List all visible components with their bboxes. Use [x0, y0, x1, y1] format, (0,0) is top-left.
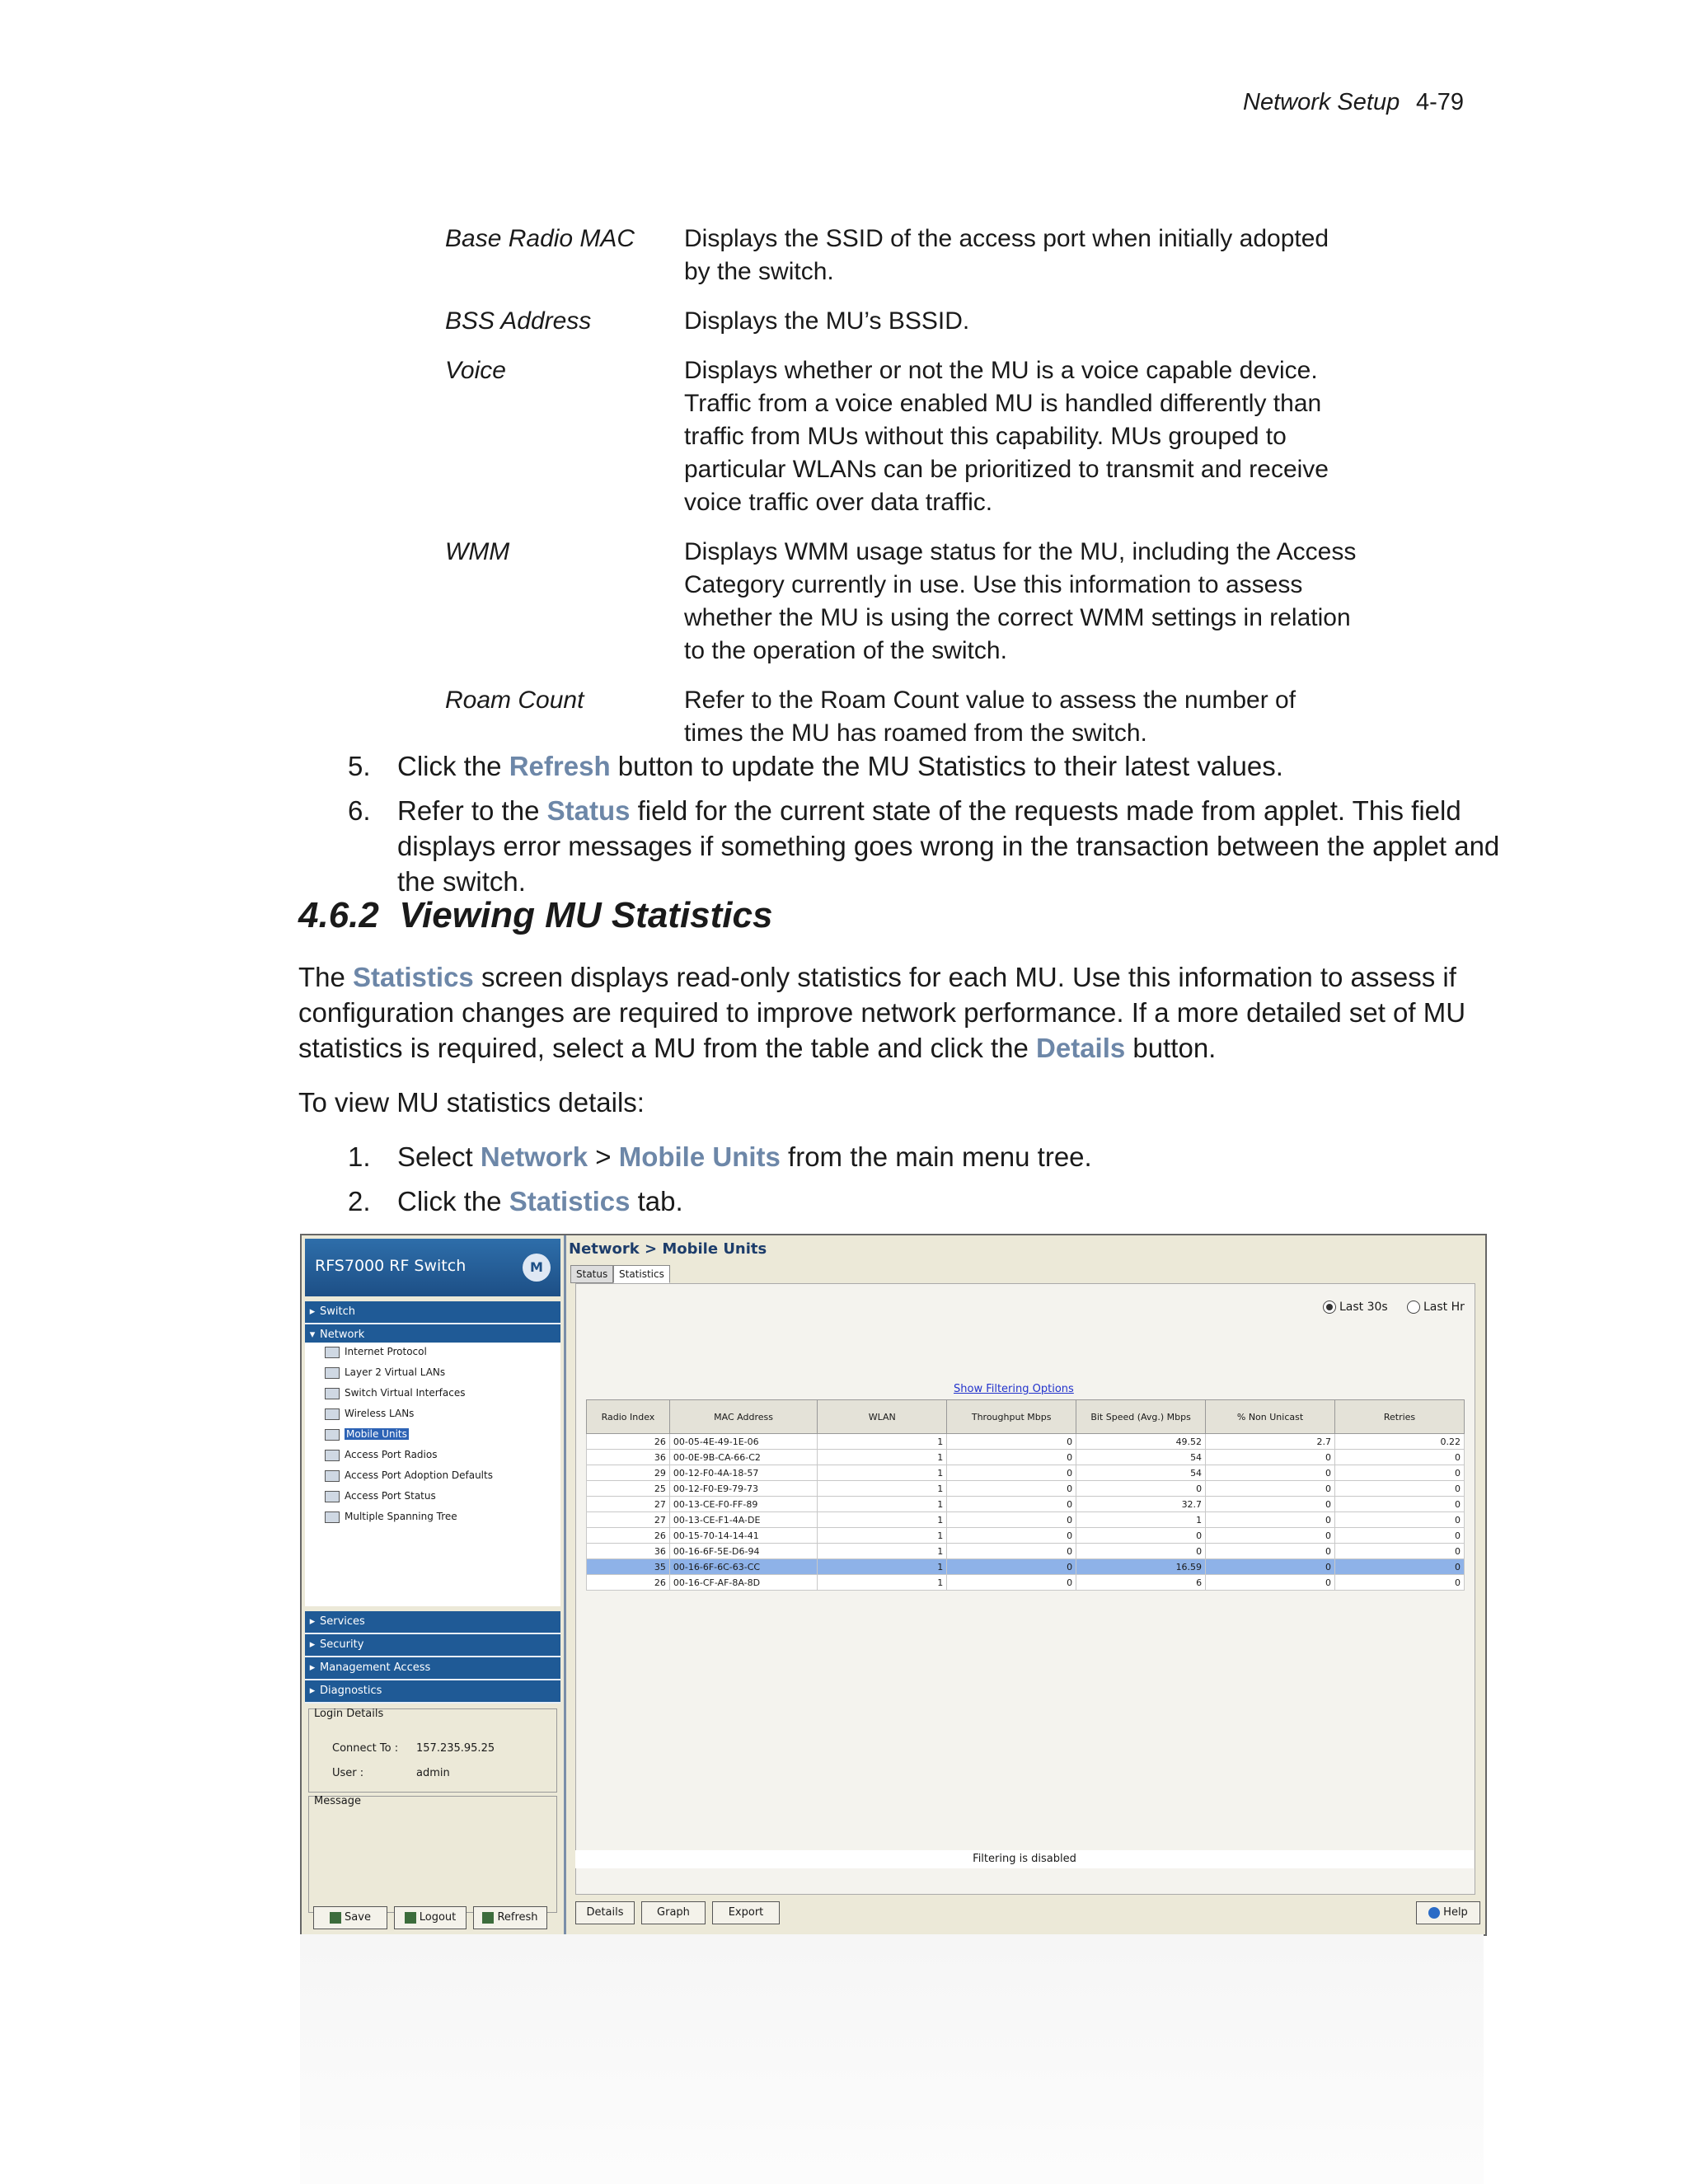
left-panel: [302, 1235, 566, 1934]
radio-label: Last Hr: [1423, 1301, 1465, 1314]
brand-title: RFS7000 RF Switch: [315, 1257, 467, 1275]
definition-row: [445, 354, 1434, 519]
table-cell: 49.52: [1076, 1434, 1206, 1450]
table-cell: 0: [947, 1450, 1076, 1465]
step-number: 2.: [348, 1186, 371, 1216]
nav-label: Switch: [320, 1305, 355, 1318]
screenshot-shadow: [300, 1934, 1484, 2184]
nav-item-services[interactable]: [305, 1611, 560, 1634]
section-number: 4.6.2: [298, 895, 379, 935]
screen-title: Network > Mobile Units: [569, 1240, 767, 1258]
table-cell: 0: [947, 1497, 1076, 1512]
table-cell: 0: [1206, 1559, 1335, 1575]
running-header-section: Network Setup: [1243, 89, 1400, 115]
table-cell: 0: [1335, 1497, 1465, 1512]
tree-item-access-port-adoption-defaults[interactable]: [325, 1466, 493, 1484]
table-cell: 0: [947, 1528, 1076, 1544]
table-cell: 00-05-4E-49-1E-06: [669, 1434, 817, 1450]
logout-icon: [405, 1912, 416, 1924]
table-cell: 1: [818, 1481, 947, 1497]
table-cell: 0: [1335, 1512, 1465, 1528]
expand-arrow-icon: ▸: [309, 1685, 316, 1697]
nav-label: Management Access: [320, 1661, 431, 1674]
table-cell: 1: [1076, 1512, 1206, 1528]
table-cell: 0: [1335, 1481, 1465, 1497]
nav-item-management-access[interactable]: [305, 1657, 560, 1680]
tree-item-access-port-radios[interactable]: [325, 1446, 437, 1464]
expand-arrow-icon: ▸: [309, 1305, 316, 1318]
connect-label: Connect To :: [332, 1742, 399, 1755]
table-cell: 32.7: [1076, 1497, 1206, 1512]
table-cell: 00-13-CE-F0-FF-89: [669, 1497, 817, 1512]
definition-row: [445, 536, 1434, 668]
nav-item-diagnostics[interactable]: [305, 1680, 560, 1704]
menu-tree: [305, 1343, 560, 1606]
tree-label: Mobile Units: [346, 1428, 407, 1440]
intro-paragraph: [298, 959, 1493, 1066]
page-number: 4-79: [1416, 89, 1465, 115]
table-cell: 0: [1335, 1559, 1465, 1575]
table-row[interactable]: [587, 1434, 1465, 1450]
network-icon: [325, 1388, 340, 1399]
tree-item-access-port-status[interactable]: [325, 1487, 436, 1505]
table-cell: 0: [1335, 1450, 1465, 1465]
radio-label: Last 30s: [1339, 1301, 1388, 1314]
table-cell: 00-13-CE-F1-4A-DE: [669, 1512, 817, 1528]
step-text: Click the: [397, 751, 509, 781]
nav-label: Services: [320, 1615, 365, 1628]
tree-label: Access Port Status: [345, 1490, 436, 1502]
definition-term: Roam Count: [445, 687, 584, 714]
definition-text: Displays the SSID of the access port when initially adopted by the switch.: [684, 225, 1329, 285]
step-number: 1.: [348, 1141, 371, 1172]
table-cell: 0: [1206, 1481, 1335, 1497]
nav-label: Network: [320, 1329, 365, 1341]
definition-term: Base Radio MAC: [445, 225, 635, 252]
table-cell: 00-16-CF-AF-8A-8D: [669, 1575, 817, 1591]
table-row[interactable]: [587, 1450, 1465, 1465]
table-cell: 0: [1335, 1575, 1465, 1591]
table-row[interactable]: [587, 1512, 1465, 1528]
step-text: >: [588, 1141, 619, 1172]
table-cell: 0: [1206, 1575, 1335, 1591]
brand-bar: [305, 1239, 560, 1296]
definition-text: Refer to the Roam Count value to assess the number of times the MU has roamed from the switch.: [684, 687, 1296, 747]
step-text: Refer to the: [397, 795, 547, 826]
button-label: Refresh: [497, 1911, 538, 1924]
table-cell: 0: [1076, 1528, 1206, 1544]
refresh-icon: [482, 1912, 494, 1924]
table-cell: 00-0E-9B-CA-66-C2: [669, 1450, 817, 1465]
refresh-button[interactable]: [473, 1906, 547, 1929]
table-cell: 0.22: [1335, 1434, 1465, 1450]
tree-label: Switch Virtual Interfaces: [345, 1387, 466, 1399]
table-cell: 27: [587, 1512, 670, 1528]
logout-button[interactable]: [394, 1906, 467, 1929]
definition-row: [445, 684, 1434, 750]
table-cell: 0: [1206, 1528, 1335, 1544]
definition-term: WMM: [445, 538, 510, 565]
table-cell: 1: [818, 1497, 947, 1512]
table-cell: 0: [1335, 1465, 1465, 1481]
button-label: Help: [1443, 1906, 1468, 1919]
table-cell: 0: [947, 1434, 1076, 1450]
table-cell: 2.7: [1206, 1434, 1335, 1450]
table-cell: 00-16-6F-5E-D6-94: [669, 1544, 817, 1559]
table-cell: 0: [947, 1481, 1076, 1497]
help-icon: [1428, 1907, 1440, 1919]
login-title: Login Details: [314, 1708, 384, 1720]
table-cell: 00-12-F0-4A-18-57: [669, 1465, 817, 1481]
table-row[interactable]: [587, 1481, 1465, 1497]
table-cell: 0: [947, 1544, 1076, 1559]
table-cell: 1: [818, 1465, 947, 1481]
table-cell: 0: [947, 1559, 1076, 1575]
table-row[interactable]: [587, 1559, 1465, 1575]
table-cell: 54: [1076, 1450, 1206, 1465]
table-cell: 16.59: [1076, 1559, 1206, 1575]
table-cell: 1: [818, 1434, 947, 1450]
app-screenshot: [300, 1234, 1487, 1936]
table-cell: 1: [818, 1512, 947, 1528]
table-cell: 54: [1076, 1465, 1206, 1481]
tab-status[interactable]: Status: [570, 1265, 613, 1283]
table-header-row: [587, 1400, 1465, 1434]
table-cell: 1: [818, 1559, 947, 1575]
network-icon: [325, 1408, 340, 1420]
para-text: button.: [1125, 1033, 1217, 1063]
column-header[interactable]: Retries: [1335, 1400, 1465, 1434]
tree-label: Access Port Adoption Defaults: [345, 1469, 493, 1481]
table-cell: 1: [818, 1450, 947, 1465]
network-icon: [325, 1450, 340, 1461]
table-cell: 27: [587, 1497, 670, 1512]
login-details-panel: [308, 1708, 557, 1793]
expand-arrow-icon: ▸: [309, 1661, 316, 1674]
button-label: Save: [345, 1911, 371, 1924]
table-cell: 0: [947, 1512, 1076, 1528]
tree-label: Access Port Radios: [345, 1449, 438, 1460]
field-definition-list: [445, 223, 1434, 766]
column-header[interactable]: MAC Address: [669, 1400, 817, 1434]
filter-status: Filtering is disabled: [575, 1850, 1474, 1868]
para-text: The: [298, 962, 354, 992]
table-cell: 0: [947, 1465, 1076, 1481]
right-panel: [567, 1235, 1485, 1934]
statistics-keyword: Statistics: [509, 1186, 631, 1216]
section-heading: [298, 895, 772, 936]
definition-text: Displays the MU’s BSSID.: [684, 307, 970, 335]
para-text: screen displays read-only statistics for each MU. Use this information to assess if configuration changes are required to improve network performance. If a more detailed set of MU statistics is required, select a MU from the table and click the: [298, 962, 1466, 1063]
table-cell: 36: [587, 1450, 670, 1465]
tab-statistics[interactable]: Statistics: [613, 1265, 670, 1283]
column-header[interactable]: WLAN: [818, 1400, 947, 1434]
tree-item-wireless-lans[interactable]: [325, 1404, 414, 1422]
refresh-keyword: Refresh: [509, 751, 611, 781]
tree-item-layer2-vlans[interactable]: [325, 1363, 445, 1381]
table-cell: 0: [1335, 1544, 1465, 1559]
radio-selected-icon: [1323, 1301, 1336, 1314]
table-cell: 1: [818, 1528, 947, 1544]
column-header[interactable]: % Non Unicast: [1206, 1400, 1335, 1434]
table-cell: 26: [587, 1528, 670, 1544]
network-icon: [325, 1367, 340, 1379]
tree-label: Layer 2 Virtual LANs: [345, 1366, 446, 1378]
table-cell: 0: [1076, 1481, 1206, 1497]
details-keyword: Details: [1036, 1033, 1126, 1063]
table-row[interactable]: [587, 1544, 1465, 1559]
graph-button[interactable]: Graph: [641, 1901, 706, 1924]
procedure-lead: To view MU statistics details:: [298, 1087, 645, 1118]
tree-item-switch-virtual-interfaces[interactable]: [325, 1384, 466, 1402]
step-number: 6.: [348, 795, 371, 826]
table-cell: 36: [587, 1544, 670, 1559]
tree-label: Wireless LANs: [345, 1408, 415, 1419]
table-cell: 35: [587, 1559, 670, 1575]
save-icon: [330, 1912, 341, 1924]
export-button[interactable]: Export: [712, 1901, 780, 1924]
table-row[interactable]: [587, 1575, 1465, 1591]
collapse-arrow-icon: ▾: [309, 1329, 316, 1341]
expand-arrow-icon: ▸: [309, 1615, 316, 1628]
table-cell: 0: [1206, 1497, 1335, 1512]
table-cell: 0: [1206, 1450, 1335, 1465]
network-icon: [325, 1511, 340, 1523]
nav-label: Diagnostics: [320, 1685, 382, 1697]
details-button[interactable]: Details: [575, 1901, 635, 1924]
definition-text: Displays whether or not the MU is a voice capable device. Traffic from a voice enabled MU is handled differently than traffic from MUs without this capability. MUs grouped to particular WLANs can be prioritized to transmit and receive voice traffic over data traffic.: [684, 357, 1329, 516]
tree-item-internet-protocol[interactable]: [325, 1343, 427, 1361]
tree-label: Internet Protocol: [345, 1346, 427, 1357]
tree-item-mobile-units[interactable]: [325, 1425, 409, 1443]
step-text: from the main menu tree.: [780, 1141, 1092, 1172]
tree-label: Multiple Spanning Tree: [345, 1511, 457, 1522]
statistics-keyword: Statistics: [353, 962, 474, 992]
mobile-units-keyword: Mobile Units: [618, 1141, 781, 1172]
help-button[interactable]: [1416, 1901, 1480, 1924]
table-row[interactable]: [587, 1497, 1465, 1512]
table-cell: 26: [587, 1575, 670, 1591]
table-cell: 0: [1206, 1544, 1335, 1559]
network-icon: [325, 1470, 340, 1482]
column-header[interactable]: Radio Index: [587, 1400, 670, 1434]
table-row[interactable]: [587, 1528, 1465, 1544]
definition-text: Displays WMM usage status for the MU, including the Access Category currently in use. Use this information to assess whether the MU is using the correct WMM settings in relation to the operation of the switch.: [684, 538, 1357, 664]
column-header[interactable]: Bit Speed (Avg.) Mbps: [1076, 1400, 1206, 1434]
table-cell: 0: [1076, 1544, 1206, 1559]
radio-last-30s[interactable]: [1323, 1301, 1388, 1314]
step-text: Click the: [397, 1186, 509, 1216]
section-title: Viewing MU Statistics: [399, 895, 773, 935]
table-cell: 00-12-F0-E9-79-73: [669, 1481, 817, 1497]
tree-item-multiple-spanning-tree[interactable]: [325, 1507, 457, 1526]
table-cell: 25: [587, 1481, 670, 1497]
step-text: Select: [397, 1141, 481, 1172]
connect-value: 157.235.95.25: [416, 1742, 495, 1755]
definition-term: BSS Address: [445, 307, 592, 335]
table-cell: 0: [1206, 1465, 1335, 1481]
table-cell: 0: [1335, 1528, 1465, 1544]
table-cell: 29: [587, 1465, 670, 1481]
mu-statistics-table: [586, 1399, 1465, 1591]
radio-unselected-icon: [1407, 1301, 1420, 1314]
definition-term: Voice: [445, 357, 506, 384]
column-header[interactable]: Throughput Mbps: [947, 1400, 1076, 1434]
step-text: tab.: [630, 1186, 683, 1216]
table-cell: 00-16-6F-6C-63-CC: [669, 1559, 817, 1575]
network-keyword: Network: [480, 1141, 588, 1172]
table-cell: 6: [1076, 1575, 1206, 1591]
table-cell: 1: [818, 1575, 947, 1591]
definition-row: [445, 305, 1434, 338]
message-panel: [308, 1796, 557, 1913]
table-row[interactable]: [587, 1465, 1465, 1481]
step-text: field for the current state of the requests made from applet. This field displays error messages if something goes wrong in the transaction between the applet and the switch.: [397, 795, 1500, 897]
statistics-content: [575, 1283, 1475, 1895]
message-title: Message: [314, 1795, 361, 1807]
nav-item-security[interactable]: [305, 1634, 560, 1657]
status-keyword: Status: [546, 795, 631, 826]
user-value: admin: [416, 1767, 450, 1779]
expand-arrow-icon: ▸: [309, 1638, 316, 1651]
table-cell: 0: [947, 1575, 1076, 1591]
table-cell: 26: [587, 1434, 670, 1450]
save-button[interactable]: [313, 1906, 387, 1929]
network-icon: [325, 1347, 340, 1358]
definition-row: [445, 223, 1434, 288]
nav-label: Security: [320, 1638, 364, 1651]
user-label: User :: [332, 1767, 364, 1779]
network-icon: [325, 1491, 340, 1502]
table-cell: 00-15-70-14-14-41: [669, 1528, 817, 1544]
button-label: Logout: [419, 1911, 457, 1924]
step-number: 5.: [348, 751, 371, 781]
table-cell: 0: [1206, 1512, 1335, 1528]
radio-last-hr[interactable]: [1407, 1301, 1465, 1314]
table-cell: 1: [818, 1544, 947, 1559]
show-filtering-options-link[interactable]: Show Filtering Options: [954, 1383, 1074, 1395]
network-icon: [325, 1429, 340, 1441]
nav-item-switch[interactable]: [305, 1301, 560, 1324]
motorola-logo-icon: M: [523, 1254, 551, 1282]
step-text: button to update the MU Statistics to their latest values.: [610, 751, 1283, 781]
